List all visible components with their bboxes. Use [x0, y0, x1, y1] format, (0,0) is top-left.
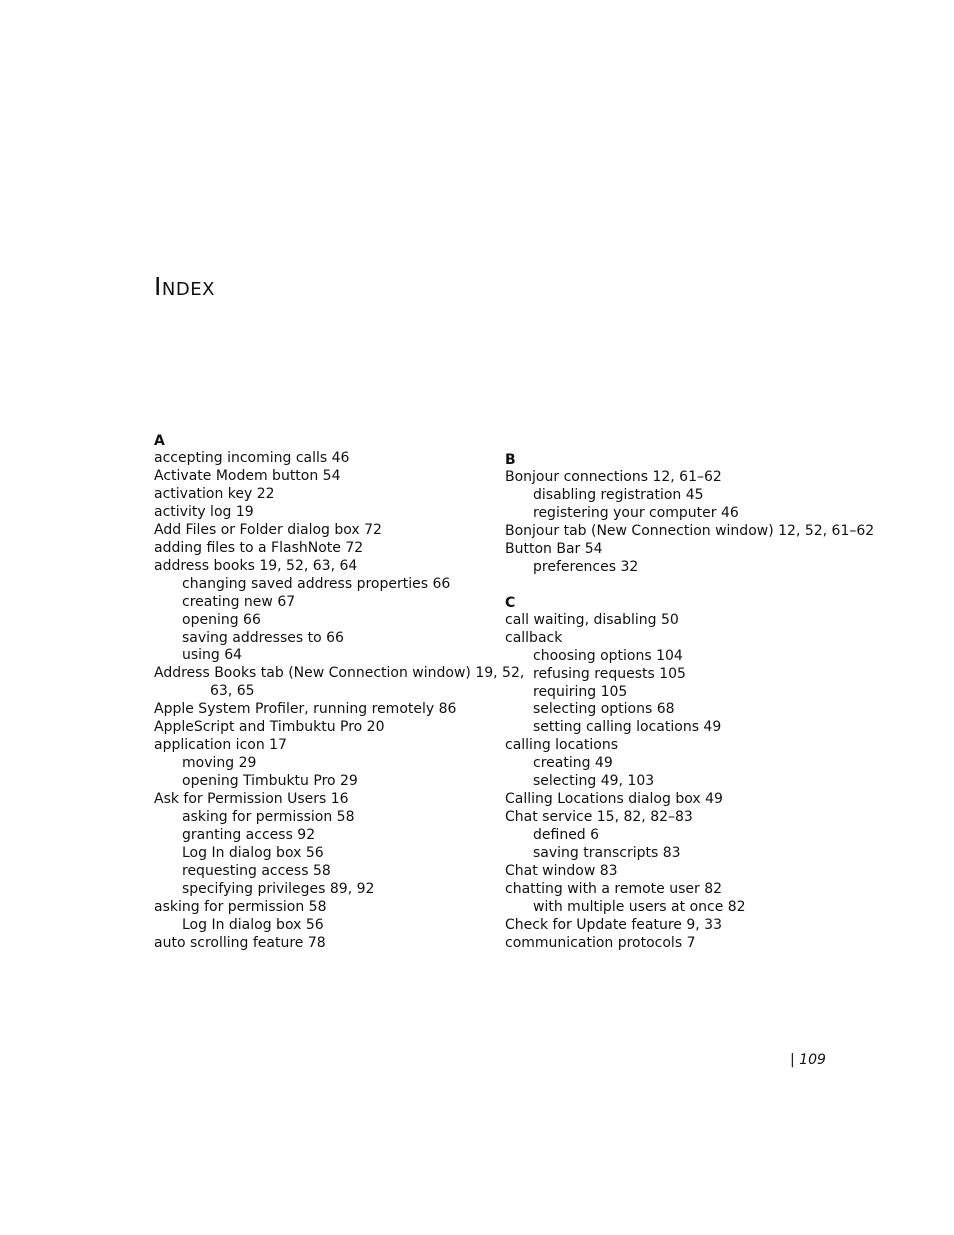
index-entry: asking for permission 58 — [154, 898, 327, 915]
index-subentry: saving transcripts 83 — [533, 845, 681, 862]
index-subentry: saving addresses to 66 — [182, 629, 344, 646]
index-entry: Bonjour connections 12, 61–62 — [505, 469, 722, 485]
section-letter: A — [154, 433, 165, 449]
index-subentry: registering your computer 46 — [533, 504, 739, 521]
index-subentry: moving 29 — [182, 755, 257, 772]
index-entry: communication protocols 7 — [505, 934, 696, 951]
index-entry: application icon 17 — [154, 737, 287, 754]
section-letter: B — [505, 452, 516, 468]
index-subentry: preferences 32 — [533, 558, 639, 575]
index-entry: adding files to a FlashNote 72 — [154, 539, 364, 556]
index-section — [154, 432, 525, 953]
index-entry: Address Books tab (New Connection window) 19, 52, 63, 65 — [154, 665, 525, 700]
index-subentry: opening Timbuktu Pro 29 — [182, 773, 358, 790]
index-subentry: choosing options 104 — [533, 647, 683, 664]
index-subentry: requesting access 58 — [182, 862, 331, 879]
index-subentry: setting calling locations 49 — [533, 719, 722, 736]
index-entry: activity log 19 — [154, 503, 254, 520]
index-subentry: granting access 92 — [182, 827, 316, 844]
section-letter: C — [505, 594, 516, 611]
index-subentry: Log In dialog box 56 — [182, 916, 324, 933]
index-entry: Calling Locations dialog box 49 — [505, 791, 723, 808]
index-entry: Activate Modem button 54 — [154, 467, 341, 484]
index-entry: auto scrolling feature 78 — [154, 934, 326, 951]
index-subentry: using 64 — [182, 647, 243, 664]
index-entry: Check for Update feature 9, 33 — [505, 916, 722, 933]
index-subentry: creating 49 — [533, 755, 613, 772]
index-entry: Chat service 15, 82, 82–83 — [505, 809, 693, 826]
index-subentry: asking for permission 58 — [182, 809, 355, 826]
page-number: | 109 — [790, 1052, 826, 1068]
index-column-right — [505, 451, 875, 953]
index-subentry: creating new 67 — [182, 593, 296, 610]
index-entry: Button Bar 54 — [505, 540, 603, 557]
index-subentry: opening 66 — [182, 611, 261, 628]
index-subentry: requiring 105 — [533, 683, 628, 700]
index-entry: call waiting, disabling 50 — [505, 611, 679, 628]
index-entry: AppleScript and Timbuktu Pro 20 — [154, 719, 385, 736]
index-section — [505, 594, 835, 953]
index-subentry: Log In dialog box 56 — [182, 844, 324, 861]
index-subentry: selecting options 68 — [533, 701, 675, 718]
index-entry: Add Files or Folder dialog box 72 — [154, 521, 382, 538]
index-entry: Apple System Profiler, running remotely 86 — [154, 701, 457, 718]
index-entry: calling locations — [505, 737, 618, 754]
index-subentry: defined 6 — [533, 827, 600, 844]
index-entry: chatting with a remote user 82 — [505, 881, 723, 898]
index-section — [505, 451, 875, 577]
index-subentry: refusing requests 105 — [533, 665, 686, 682]
index-entry: activation key 22 — [154, 485, 275, 502]
index-column-left — [154, 432, 525, 953]
index-subentry: specifying privileges 89, 92 — [182, 880, 375, 897]
index-entry: Chat window 83 — [505, 863, 618, 880]
index-subentry: with multiple users at once 82 — [533, 898, 746, 915]
index-entry: Bonjour tab (New Connection window) 12, 52, 61–62 — [505, 522, 875, 539]
index-subentry: disabling registration 45 — [533, 486, 704, 503]
page-title: Index — [154, 272, 215, 301]
index-subentry: selecting 49, 103 — [533, 773, 655, 790]
index-entry: Ask for Permission Users 16 — [154, 791, 349, 808]
index-subentry: changing saved address properties 66 — [182, 575, 451, 592]
index-entry: accepting incoming calls 46 — [154, 450, 350, 466]
index-entry: callback — [505, 629, 563, 646]
index-entry: address books 19, 52, 63, 64 — [154, 557, 358, 574]
